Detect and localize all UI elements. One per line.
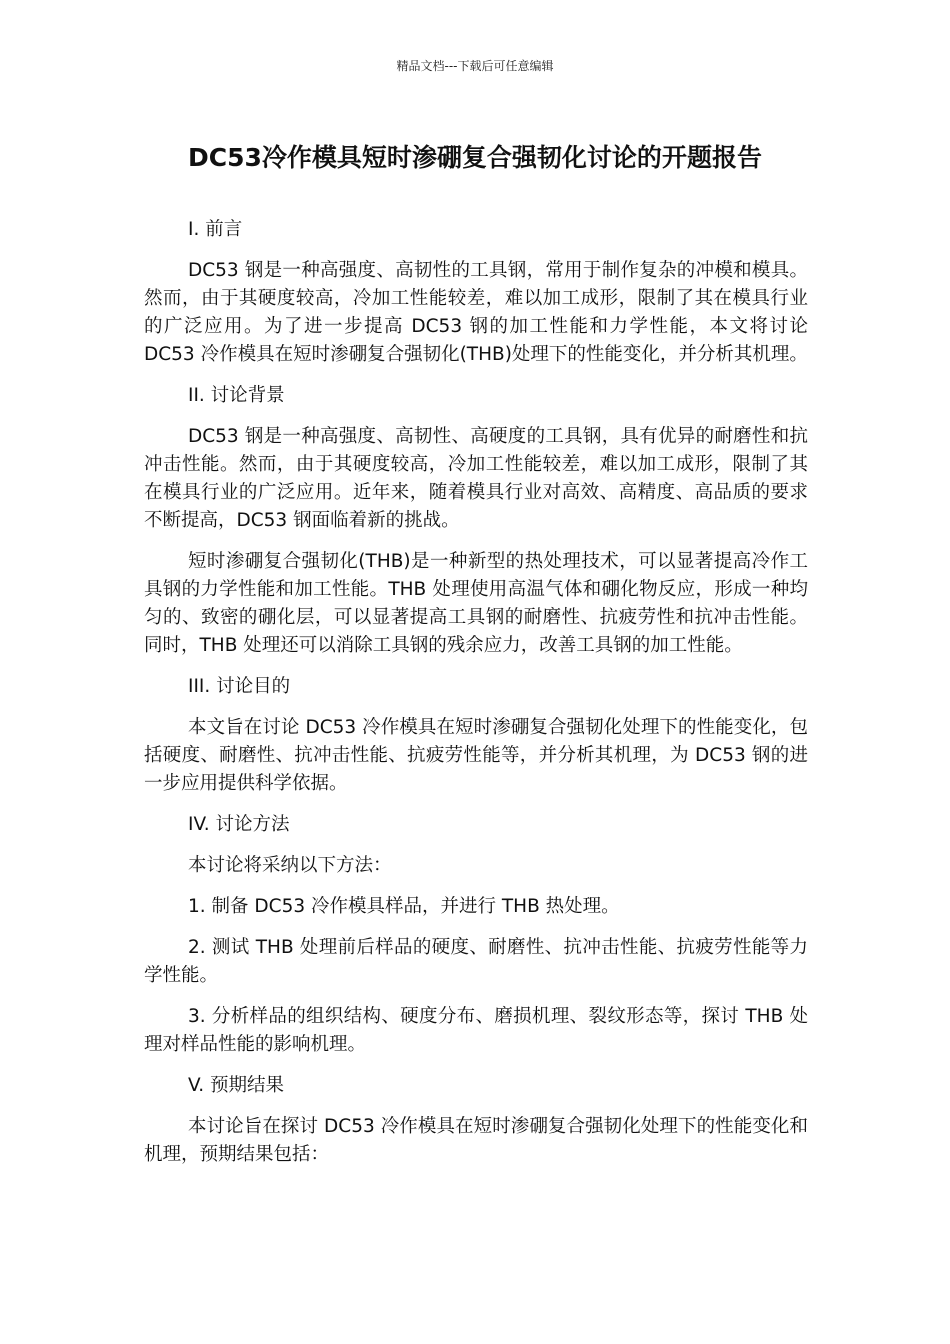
paragraph: 短时渗硼复合强韧化(THB)是一种新型的热处理技术，可以显著提高冷作工具钢的力学性能和加工性能。THB 处理使用高温气体和硼化物反应，形成一种均匀的、致密的硼化层，可以显著提高工具钢的耐磨性、抗疲劳性和抗冲击性能。同时，THB 处理还可以消除工具钢的残余应力，改善工具钢的加工性能。 (144, 551, 808, 656)
paragraph: 本讨论将采纳以下方法： (188, 855, 392, 876)
document-title: DC53冷作模具短时渗硼复合强韧化讨论的开题报告 (188, 143, 762, 172)
document-body (144, 216, 808, 1182)
list-item: 2. 测试 THB 处理前后样品的硬度、耐磨性、抗冲击性能、抗疲劳性能等力学性能。 (144, 937, 808, 986)
paragraph: 本讨论旨在探讨 DC53 冷作模具在短时渗硼复合强韧化处理下的性能变化和机理，预期结果包括： (144, 1116, 808, 1165)
section-heading-purpose: III. 讨论目的 (188, 676, 291, 697)
list-item: 3. 分析样品的组织结构、硬度分布、磨损机理、裂纹形态等，探讨 THB 处理对样品性能的影响机理。 (144, 1006, 808, 1055)
paragraph: 本文旨在讨论 DC53 冷作模具在短时渗硼复合强韧化处理下的性能变化，包括硬度、耐磨性、抗冲击性能、抗疲劳性能等，并分析其机理，为 DC53 钢的进一步应用提供科学依据。 (144, 717, 808, 794)
section-heading-intro: I. 前言 (188, 219, 243, 240)
header-note: 精品文档---下载后可任意编辑 (396, 59, 554, 73)
section-heading-methods: IV. 讨论方法 (188, 814, 290, 835)
list-item: 1. 制备 DC53 冷作模具样品，并进行 THB 热处理。 (188, 896, 620, 917)
paragraph: DC53 钢是一种高强度、高韧性的工具钢，常用于制作复杂的冲模和模具。然而，由于其硬度较高，冷加工性能较差，难以加工成形，限制了其在模具行业的广泛应用。为了进一步提高 DC53 钢的加工性能和力学性能，本文将讨论 DC53 冷作模具在短时渗硼复合强韧化(THB)处理下的性能变化，并分析其机理。 (144, 260, 808, 365)
paragraph: DC53 钢是一种高强度、高韧性、高硬度的工具钢，具有优异的耐磨性和抗冲击性能。然而，由于其硬度较高，冷加工性能较差，难以加工成形，限制了其在模具行业的广泛应用。近年来，随着模具行业对高效、高精度、高品质的要求不断提高，DC53 钢面临着新的挑战。 (144, 426, 808, 531)
section-heading-expected-results: V. 预期结果 (188, 1075, 285, 1096)
section-heading-background: II. 讨论背景 (188, 385, 285, 406)
